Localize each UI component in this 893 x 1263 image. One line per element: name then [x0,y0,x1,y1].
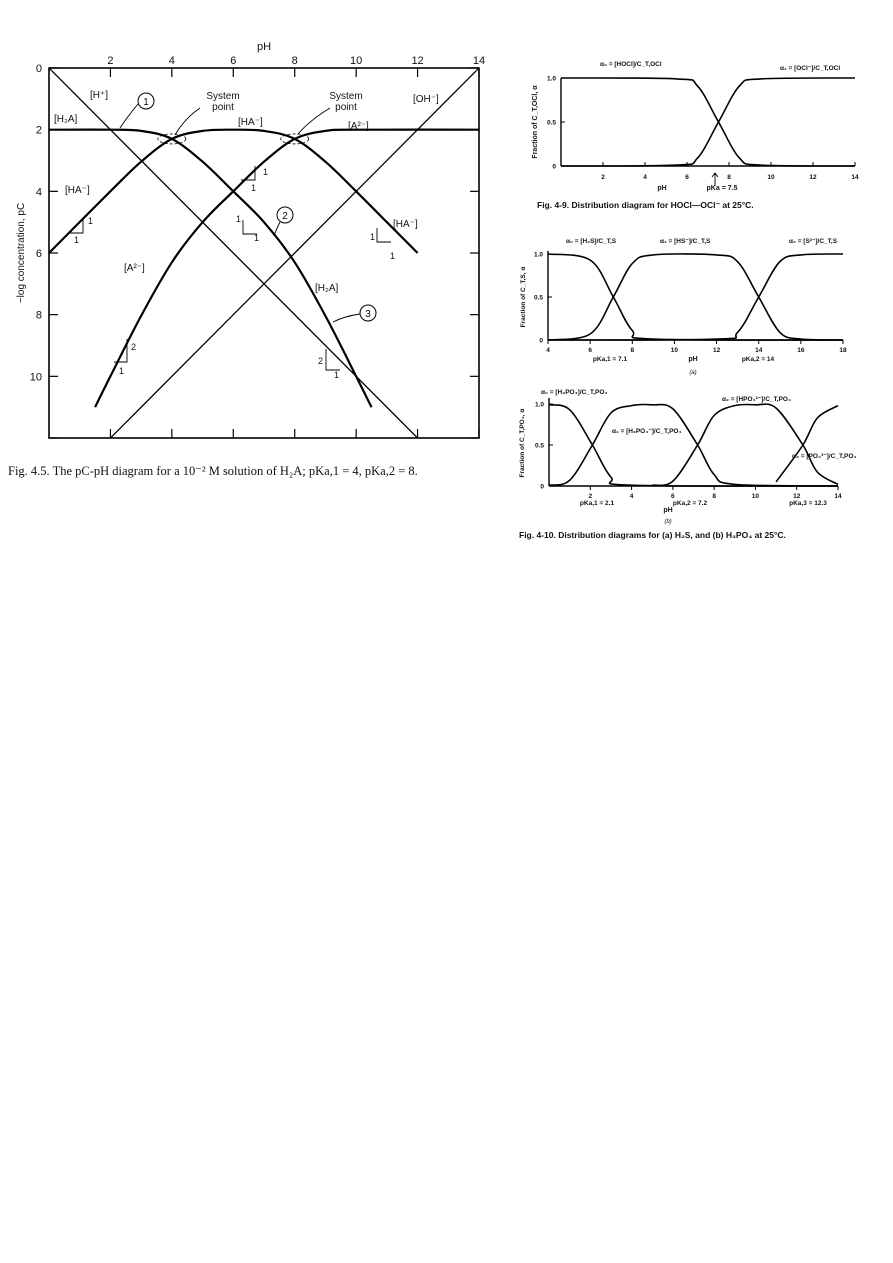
marker-3-arrow [333,314,360,322]
system-point-1-line1: System [206,91,240,102]
slope-label-5a: 2 [131,342,137,352]
fig45-caption: Fig. 4.5. The pC-pH diagram for a 10⁻² M solution of H₂A; pKa,1 = 4, pKa,2 = 8. [8,464,418,478]
fig45-ytick-label-6: 6 [35,248,42,260]
fig49-ticks [547,75,859,181]
fig410b-xtick-label-4: 4 [629,493,634,500]
slope-triangles [69,166,391,370]
slope-label-3b: 1 [254,233,260,243]
fig410b-xtick-label-14: 14 [834,493,842,500]
fig49-ytick-label-1: 1.0 [546,75,556,83]
fig410a-ytick-label-1: 1.0 [533,251,543,259]
slope-label-5b: 1 [119,366,125,376]
fig45-ytick-label-8: 8 [35,309,42,322]
fig45-ticks [30,55,485,438]
fig45-xtick-label-4: 4 [168,55,175,67]
fig410b-xtick-label-6: 6 [671,493,675,500]
slope-label-4b: 1 [390,251,396,261]
fig410b-xtick-label-12: 12 [793,493,801,500]
marker-1-arrow [120,104,138,128]
fig410a-alpha0: α₀ = [H₂S]/C_T,S [566,238,617,245]
figure-4-9 [532,61,859,210]
fig410b-alpha0: α₀ = [H₃PO₄]/C_T,PO₄ [541,389,608,396]
fig410a-tag: (a) [689,370,697,376]
marker-2-arrow [274,222,280,236]
fig410-caption: Fig. 4-10. Distribution diagrams for (a) H₂S, and (b) H₃PO₄ at 25°C. [519,530,786,540]
fig410a-xtick-label-4: 4 [546,347,550,354]
fig410a-xtick-label-8: 8 [630,347,635,354]
fig410b-xtick-label-2: 2 [588,493,593,500]
slope-label-4a: 1 [370,232,376,242]
fig410b-ylabel: Fraction of C_T,PO₄, α [519,408,526,478]
label-ha-left: [HA⁻] [65,185,90,196]
slope-label-1b: 1 [251,183,257,193]
fig49-alpha0: α₀ = [HOCl]/C_T,OCl [600,61,662,68]
fig410a-xtick-label-6: 6 [588,347,592,354]
fig410a-series-v [548,254,843,340]
slope-label-3a: 1 [236,214,242,224]
fig49-pk-label: pKa = 7.5 [706,185,738,192]
system-point-2-line2: point [335,102,357,113]
fig45-ylabel: −log concentration, pC [16,202,27,304]
marker-3-text: 3 [365,309,371,320]
label-h2a-right: [H₂A] [315,283,339,294]
fig45-xtick-label-2: 2 [107,55,114,67]
slope-tri-4 [377,228,391,242]
fig410a-xtick-label-14: 14 [755,347,763,354]
fig49-caption: Fig. 4-9. Distribution diagram for HOCl—OCl⁻ at 25°C. [537,200,754,210]
fig410b-xtick-label-10: 10 [751,493,760,500]
fig410b-pk3: pKa,3 = 12.3 [789,500,827,507]
fig410b-series-v [776,406,838,482]
fig49-ytick-label-0-5: 0.5 [546,119,556,127]
label-a2-left: [A²⁻] [124,263,145,274]
fig410a-xlabel: pH [688,356,698,363]
marker-2-text: 2 [282,211,288,222]
slope-label-1a: 1 [263,167,269,177]
fig49-series-v [561,78,855,166]
fig49-xtick-label-4: 4 [643,174,647,181]
fig49-curves [561,78,855,166]
fig45-curves [49,68,479,500]
fig49-xlabel: pH [657,185,667,192]
fig49-xtick-label-6: 6 [685,174,689,181]
fig49-xtick-label-8: 8 [727,174,731,181]
slope-label-2b: 1 [74,235,80,245]
fig410a-pk1: pKa,1 = 7.1 [592,356,628,363]
fig45-xtick-label-14: 14 [472,55,486,67]
fig45-frame [49,68,479,438]
fig49-xtick-label-14: 14 [851,174,859,181]
fig45-ytick-label-0: 0 [35,63,42,75]
slope-label-6a: 2 [318,356,324,366]
fig410a-xtick-label-10: 10 [670,347,679,354]
fig49-ytick-label-0: 0 [552,163,556,171]
fig410b-alpha2: α₂ = [HPO₄²⁻]/C_T,PO₄ [722,396,792,403]
fig410b-xtick-label-8: 8 [712,493,716,500]
fig410a-series-v [548,254,843,340]
fig49-xtick-label-10: 10 [767,174,775,181]
label-ha-top: [HA⁻] [238,117,263,128]
label-a2-top: [A²⁻] [348,121,369,132]
fig410a-series-v [548,254,843,340]
fig45-curve-group [49,68,479,500]
fig45-xtick-label-10: 10 [350,55,363,67]
fig45-ytick-label-4: 4 [35,186,42,199]
slope-tri-3 [243,220,257,234]
fig410b-alpha3: α₃ = [PO₄³⁻]/C_T,PO₄ [792,453,857,460]
figure-4-10b [519,389,856,540]
label-ha-right: [HA⁻] [393,219,418,230]
label-h2a-top: [H₂A] [54,114,78,125]
fig49-xtick-label-2: 2 [601,174,605,181]
fig410b-alpha1: α₁ = [H₂PO₄⁻]/C_T,PO₄ [612,428,682,435]
fig410b-series-v [549,404,838,486]
fig49-ylabel: Fraction of C_T,OCl, α [532,85,539,159]
fig410a-xtick-label-12: 12 [712,347,721,354]
fig45-ytick-label-2: 2 [35,124,42,137]
slope-tri-6 [326,349,340,370]
fig45-xtick-label-8: 8 [291,55,298,67]
slope-label-2a: 1 [88,216,94,226]
label-oh-minus: [OH⁻] [413,94,439,105]
fig45-ytick-label-10: 10 [29,371,42,384]
fig410a-xtick-label-16: 16 [797,347,805,354]
system-point-2-line1: System [329,91,363,102]
fig410b-curves [549,404,838,486]
fig410a-xtick-label-18: 18 [839,347,847,354]
label-h-plus: [H⁺] [90,90,109,101]
fig49-alpha1: α₁ = [OCl⁻]/C_T,OCl [780,65,841,72]
system-point-1-line2: point [212,102,234,113]
fig410b-tag: (b) [664,519,672,525]
fig410a-alpha2: α₂ = [S²⁻]/C_T,S [789,238,838,245]
fig45-xtick-label-6: 6 [230,55,237,67]
fig410a-curves [548,254,843,340]
fig410b-xlabel: pH [663,507,673,514]
fig45-xtick-label-12: 12 [411,55,424,67]
fig410b-ytick-label-0-5: 0.5 [534,442,544,450]
fig49-series-v [561,78,855,166]
fig410a-alpha1: α₁ = [HS⁻]/C_T,S [660,238,711,245]
fig45-xlabel: pH [256,41,272,53]
slope-label-6b: 1 [334,370,340,380]
fig410b-ytick-label-1: 1.0 [534,401,544,409]
fig49-xtick-label-12: 12 [809,174,817,181]
fig410a-ytick-label-0: 0 [539,337,543,345]
fig410a-pk2: pKa,2 = 14 [741,356,775,363]
figure-4-5 [8,41,485,500]
fig410b-ytick-label-0: 0 [540,483,544,491]
fig410a-ytick-label-0-5: 0.5 [533,294,543,302]
fig45-series-h-a [49,130,372,408]
fig410b-pk2: pKa,2 = 7.2 [672,500,708,507]
fig410a-ylabel: Fraction of C_T,S, α [520,266,527,328]
fig410b-pk1: pKa,1 = 2.1 [579,500,615,507]
figure-4-10a [520,238,847,376]
marker-1-text: 1 [143,97,149,108]
